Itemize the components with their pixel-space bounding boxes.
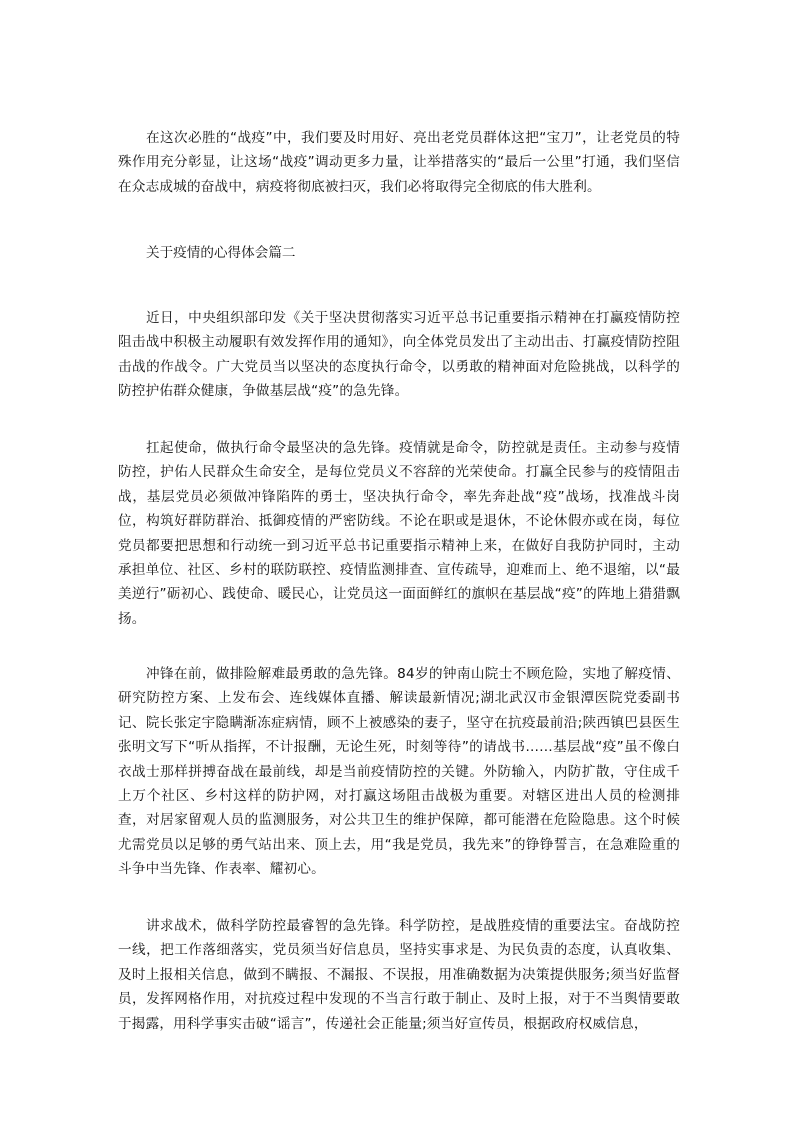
section-heading: 关于疫情的心得体会篇二 bbox=[146, 245, 296, 261]
paragraph-mission: 扛起使命，做执行命令最坚决的急先锋。疫情就是命令，防控就是责任。主动参与疫情防控，护佑人民群众生命安全，是每位党员义不容辞的光荣使命。打赢全民参与的疫情阻击战，基层党员必须做冲锋陷阵的勇士，坚决执行命令，率先奔赴战“疫”战场，找准战斗岗位，构筑好群防群治、抵御疫情的严密防线。不论在职或是退休，不论休假亦或在岗，每位党员都要把思想和行动统一到习近平总书记重要指示精神上来，在做好自我防护同时，主动承担单位、社区、乡村的联防联控、疫情监测排查、宣传疏导，迎难而上、绝不退缩，以“最美逆行”砺初心、践使命、暖民心，让党员这一面面鲜红的旗帜在基层战“疫”的阵地上猎猎飘扬。 bbox=[118, 440, 680, 627]
paragraph-closing: 在这次必胜的“战疫”中，我们要及时用好、亮出老党员群体这把“宝刀”，让老党员的特殊作用充分彰显，让这场“战疫”调动更多力量，让举措落实的“最后一公里”打通，我们坚信在众志成城的奋战中，病疫将彻底被扫灭，我们必将取得完全彻底的伟大胜利。 bbox=[118, 130, 680, 195]
paragraph-tactics: 讲求战术，做科学防控最睿智的急先锋。科学防控，是战胜疫情的重要法宝。奋战防控一线，把工作落细落实，党员须当好信息员，坚持实事求是、为民负责的态度，认真收集、及时上报相关信息，做到不瞒报、不漏报、不误报，用准确数据为决策提供服务;须当好监督员，发挥网格作用，对抗疫过程中发现的不当言行敢于制止、及时上报，对于不当舆情要敢于揭露，用科学事实击破“谣言”，传递社会正能量;须当好宣传员，根据政府权威信息， bbox=[118, 918, 680, 1032]
paragraph-charge: 冲锋在前，做排险解难最勇敢的急先锋。84岁的钟南山院士不顾危险，实地了解疫情、研究防控方案、上发布会、连线媒体直播、解读最新情况;湖北武汉市金银潭医院党委副书记、院长张定宇隐瞒渐冻症病情，顾不上被感染的妻子，坚守在抗疫最前沿;陕西镇巴县医生张明文写下“听从指挥，不计报酬，无论生死，时刻等待”的请战书……基层战“疫”虽不像白衣战士那样拼搏奋战在最前线，却是当前疫情防控的关键。外防输入，内防扩散，守住成千上万个社区、乡村这样的防护网，对打赢这场阻击战极为重要。对辖区进出人员的检测排查，对居家留观人员的监测服务，对公共卫生的维护保障，都可能潜在危险隐患。这个时候尤需党员以足够的勇气站出来、顶上去，用“我是党员，我先来”的铮铮誓言，在急难险重的斗争中当先锋、作表率、耀初心。 bbox=[118, 666, 680, 878]
paragraph-intro: 近日，中央组织部印发《关于坚决贯彻落实习近平总书记重要指示精神在打赢疫情防控阻击战中积极主动履职有效发挥作用的通知》，向全体党员发出了主动出击、打赢疫情防控阻击战的作战令。广大党员当以坚决的态度执行命令，以勇敢的精神面对危险挑战，以科学的防控护佑群众健康，争做基层战“疫”的急先锋。 bbox=[118, 310, 680, 400]
